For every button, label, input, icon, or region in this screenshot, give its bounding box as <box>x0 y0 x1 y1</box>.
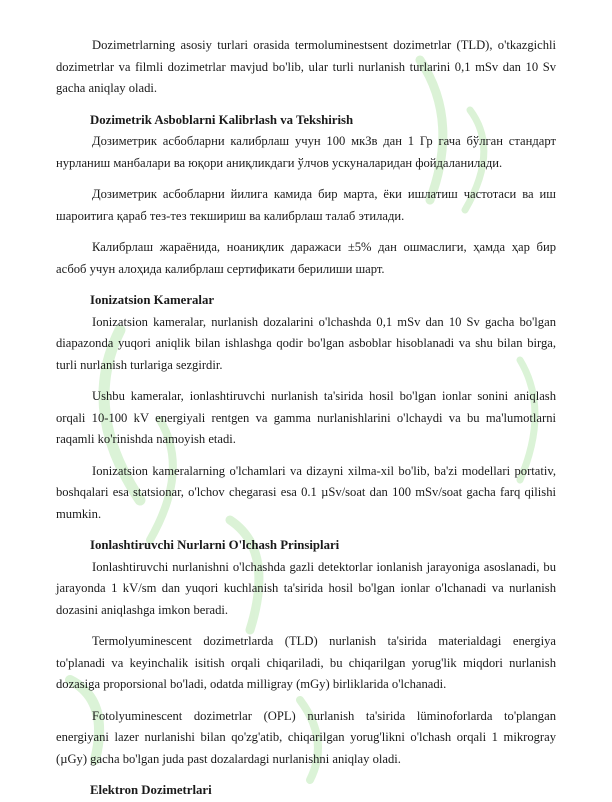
section-paragraph: Калибрлаш жараёнида, ноаниқлик даражаси ±5% дан ошмаслиги, ҳамда ҳар бир асбоб учун алоҳида калибрлаш сертификати берилиши шарт. <box>56 240 556 276</box>
section-paragraph: Fotolyuminescent dozimetrlar (OPL) nurlanish ta'sirida lüminoforlarda to'plangan energiyani lazer nurlanishi bilan qo'zg'atib, chiqarilgan yorug'likni o'lchash orqali 1 mikrogray (µGy) gacha bo'lgan juda past dozalardagi nurlanishni aniqlay oladi. <box>56 708 556 766</box>
intro-paragraph: Dozimetrlarning asosiy turlari orasida termoluminestsent dozimetrlar (TLD), o'tkazgichli dozimetrlar va filmli dozimetrlar mavjud bo'lib, ular turli nurlanish turlarini 0,1 mSv dan 10 Sv gacha aniqlay oladi. <box>56 38 556 95</box>
document-body <box>56 35 556 802</box>
section-heading-ion-chambers: Ionizatsion Kameralar <box>90 293 215 307</box>
section-paragraph: Дозиметрик асбобларни калибрлаш учун 100 мкЗв дан 1 Гр гача бўлган стандарт нурланиш манбалари ва юқори аниқликдаги ўлчов ускуналаридан фойдаланилади. <box>56 134 556 170</box>
section-paragraph: Ionizatsion kameralar, nurlanish dozalarini o'lchashda 0,1 mSv dan 10 Sv gacha bo'lgan diapazonda yuqori aniqlik bilan ishlashga qodir bo'lgan asboblar hisoblanadi va shu bilan birga, turli nurlanish turlariga sezgirdir. <box>56 314 556 372</box>
section-heading-measurement-principles: Ionlashtiruvchi Nurlarni O'lchash Prinsiplari <box>90 538 340 552</box>
section-heading-electronic-dosimeters: Elektron Dozimetrlari <box>90 783 212 797</box>
section-paragraph: Ionlashtiruvchi nurlanishni o'lchashda gazli detektorlar ionlanish jarayoniga asoslanadi, bu jarayonda 1 kV/sm dan yuqori kuchlanish ta'sirida hosil bo'lgan ionlar o'lchanadi va nurlanish dozasini aniqlashga imkon beradi. <box>56 559 556 617</box>
section-paragraph: Ionizatsion kameralarning o'lchamlari va dizayni xilma-xil bo'lib, ba'zi modellari portativ, boshqalari esa statsionar, o'lchov chegarasi esa 0.1 µSv/soat dan 100 mSv/soat gacha farq qilishi mumkin. <box>56 463 556 521</box>
section-paragraph: Termolyuminescent dozimetrlarda (TLD) nurlanish ta'sirida materialdagi energiya to'planadi va keyinchalik isitish orqali chiqariladi, bu chiqarilgan yorug'lik miqdori nurlanish dozasiga proporsional bo'ladi, odatda milligray (mGy) birliklarida o'lchanadi. <box>56 634 556 691</box>
section-heading-calibration: Dozimetrik Asboblarni Kalibrlash va Tekshirish <box>90 112 354 127</box>
section-paragraph: Ushbu kameralar, ionlashtiruvchi nurlanish ta'sirida hosil bo'lgan ionlar sonini aniqlash orqali 10-100 kV energiyali rentgen va gamma nurlanishlarini o'lchaydi va bu ma'lumotlarni raqamli ko'rinishda namoyish etadi. <box>56 389 556 446</box>
section-paragraph: Дозиметрик асбобларни йилига камида бир марта, ёки ишлатиш частотаси ва иш шароитига қараб тез-тез текшириш ва калибрлаш талаб этилади. <box>56 187 556 223</box>
